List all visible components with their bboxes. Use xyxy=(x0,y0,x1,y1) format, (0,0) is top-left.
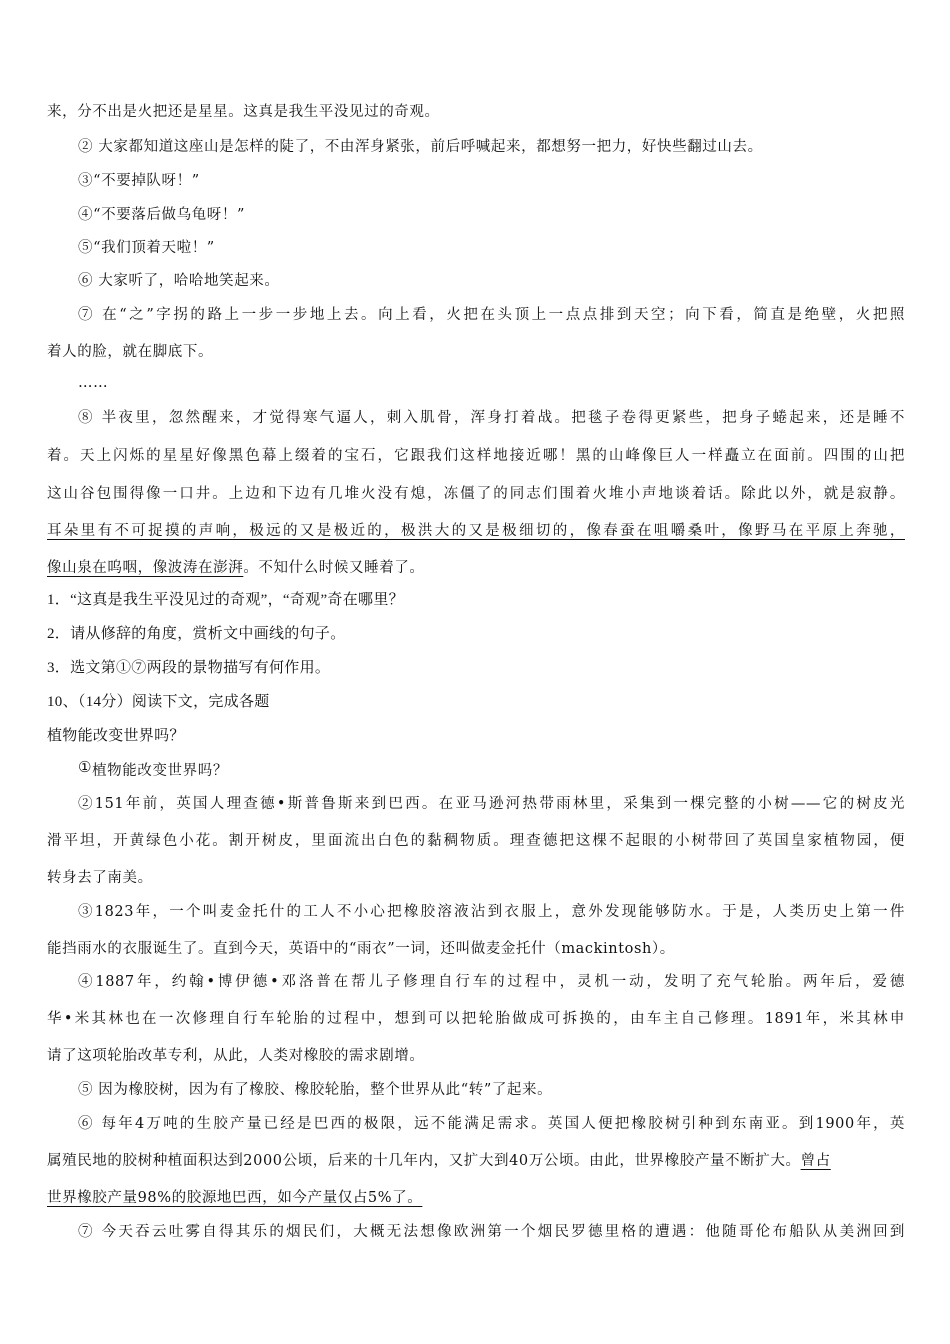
article-paragraph-2-line-2: 滑平坦，开黄绿色小花。割开树皮，里面流出白色的黏稠物质。理查德把这棵不起眼的小树带回了英国皇家植物园，便 xyxy=(47,833,905,849)
article-paragraph-7-line-1: ⑦ 今天吞云吐雾自得其乐的烟民们，大概无法想像欧洲第一个烟民罗德里格的遭遇：他随哥伦布船队从美洲回到 xyxy=(78,1224,905,1240)
article-paragraph-2-line-1: ②151年前，英国人理查德•斯普鲁斯来到巴西。在亚马逊河热带雨林里，采集到一棵完整的小树——它的树皮光 xyxy=(78,796,905,812)
article-paragraph-6-line-2-text: 属殖民地的胶树种植面积达到2000公顷，后来的十几年内，又扩大到40万公顷。由此，世界橡胶产量不断扩大。 xyxy=(47,1153,801,1169)
article-paragraph-3-line-1: ③1823年，一个叫麦金托什的工人不小心把橡胶溶液沾到衣服上，意外发现能够防水。于是，人类历史上第一件 xyxy=(78,904,905,920)
underlined-sentence-line-2: 像山泉在呜咽，像波涛在澎湃 xyxy=(47,560,244,576)
underlined-sentence-line-1: 耳朵里有不可捉摸的声响，极远的又是极近的，极洪大的又是极细切的，像春蚕在咀嚼桑叶，像野马在平原上奔驰， xyxy=(47,523,905,539)
paragraph-number-mark: ① xyxy=(78,760,93,776)
paragraph-7-line-1: ⑦ 在“之”字拐的路上一步一步地上去。向上看，火把在头顶上一点点排到天空；向下看，简直是绝壁，火把照 xyxy=(78,307,905,323)
article-paragraph-3-line-2: 能挡雨水的衣服诞生了。直到今天，英语中的“雨衣”一词，还叫做麦金托什（mackintosh）。 xyxy=(47,941,675,957)
paragraph-3: ③“不要掉队呀！” xyxy=(78,173,200,189)
article-title: 植物能改变世界吗？ xyxy=(47,728,185,744)
article-paragraph-4-line-3: 请了这项轮胎改革专利，从此，人类对橡胶的需求剧增。 xyxy=(47,1048,425,1064)
article-paragraph-5: ⑤ 因为橡胶树，因为有了橡胶、橡胶轮胎，整个世界从此“转”了起来。 xyxy=(78,1082,553,1098)
article-paragraph-1-text: 植物能改变世界吗？ xyxy=(92,763,228,779)
article-paragraph-4-line-2: 华•米其林也在一次修理自行车轮胎的过程中，想到可以把轮胎做成可拆换的，由车主自己修理。1891年，米其林申 xyxy=(47,1011,905,1027)
paragraph-8-tail: 。不知什么时候又睡着了。 xyxy=(243,560,425,576)
paragraph-8-line-2: 着。天上闪烁的星星好像黑色幕上缀着的宝石，它跟我们这样地接近哪！黑的山峰像巨人一样矗立在面前。四围的山把 xyxy=(47,448,905,464)
paragraph-1-end: 来，分不出是火把还是星星。这真是我生平没见过的奇观。 xyxy=(47,104,440,120)
paragraph-8-line-1: ⑧ 半夜里，忽然醒来，才觉得寒气逼人，刺入肌骨，浑身打着战。把毯子卷得更紧些，把身子蜷起来，还是睡不 xyxy=(78,410,905,426)
article-paragraph-6-line-1: ⑥ 每年4万吨的生胶产量已经是巴西的极限，远不能满足需求。英国人便把橡胶树引种到东南亚。到1900年，英 xyxy=(78,1116,905,1132)
article-paragraph-1 xyxy=(78,760,905,781)
section-10-heading: 10、（14分）阅读下文，完成各题 xyxy=(47,694,270,710)
question-3: 3．选文第①⑦两段的景物描写有何作用。 xyxy=(47,660,331,676)
article-paragraph-6-line-2 xyxy=(47,1151,905,1171)
paragraph-6: ⑥ 大家听了，哈哈地笑起来。 xyxy=(78,273,280,289)
underlined-sentence-start: 曾占 xyxy=(800,1153,831,1169)
underlined-sentence-end: 世界橡胶产量98%的胶源地巴西，如今产量仅占5%了。 xyxy=(47,1190,423,1206)
article-paragraph-2-line-3: 转身去了南美。 xyxy=(47,870,153,886)
paragraph-5: ⑤“我们顶着天啦！” xyxy=(78,240,215,256)
paragraph-8-line-5 xyxy=(47,558,905,578)
paragraph-4: ④“不要落后做乌龟呀！” xyxy=(78,207,246,223)
paragraph-8-line-3: 这山谷包围得像一口井。上边和下边有几堆火没有熄，冻僵了的同志们围着火堆小声地谈着话。除此以外，就是寂静。 xyxy=(47,486,905,502)
paragraph-7-line-2: 着人的脸，就在脚底下。 xyxy=(47,344,214,360)
ellipsis: …… xyxy=(78,375,109,391)
question-1: 1．“这真是我生平没见过的奇观”，“奇观”奇在哪里？ xyxy=(47,592,404,608)
question-2: 2．请从修辞的角度，赏析文中画线的句子。 xyxy=(47,626,346,642)
paragraph-2: ② 大家都知道这座山是怎样的陡了，不由浑身紧张，前后呼喊起来，都想努一把力，好快些翻过山去。 xyxy=(78,139,763,155)
article-paragraph-4-line-1: ④1887年，约翰•博伊德•邓洛普在帮儿子修理自行车的过程中，灵机一动，发明了充气轮胎。两年后，爱德 xyxy=(78,974,905,990)
